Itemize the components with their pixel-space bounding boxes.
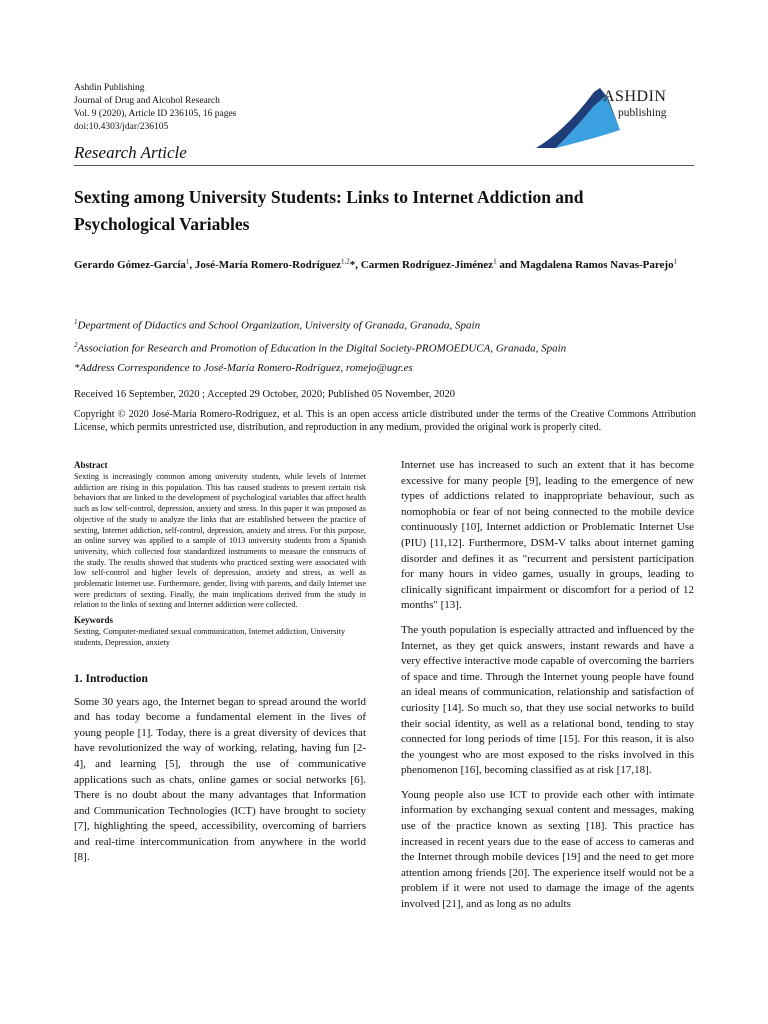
abstract-heading: Abstract [74,460,108,470]
left-column [74,460,366,875]
journal-name: Journal of Drug and Alcohol Research [74,96,220,106]
volume-info: Vol. 9 (2020), Article ID 236105, 16 pages [74,109,237,119]
body-paragraph: The youth population is especially attracted and influenced by the Internet, as they get quick answers, instant rewards and have a very effective interactive mode capable of overcoming the barriers of space and time. Through the Internet young people have found an ideal means of communication, relationship and satisfaction of curiosity [14]. So much so, that they use social networks to build their social identity, as well as a relational bond, tending to stay connected for long periods of time [15]. For this reason, it is also the youngest who are most exposed to the risks involved in this phenomenon [16], becoming classified as at risk [17,18]. [401,623,694,777]
doi: doi:10.4303/jdar/236105 [74,122,169,132]
body-paragraph: Young people also use ICT to provide each other with intimate information by exchanging sexual content and messages, making use of the practice known as sexting [18]. This practice has increased in recent years due to the ease of access to cameras and the Internet through mobile devices [19] and the need to get more attention among friends [20]. The experience itself would not be a problem if it were not used to damage the image of the agents involved [21], and as long as no adults [401,788,694,911]
journal-header [74,82,236,134]
body-paragraph: Internet use has increased to such an extent that it has become excessive for many people [9], leading to the emergence of new types of addictions related to inappropriate behaviour, such as nomophobia or fear of not being connected to the mobile device continuously [10], Internet addiction or Problematic Internet Use (PIU) [11,12]. Furthermore, DSM-V talks about internet gaming disorder and defines it as "recurrent and persistent participation for many hours in video games, usually in groups, leading to clinically significant impairment or discomfort for a period of 12 months" [13]. [401,459,694,612]
logo-subtitle: publishing [618,107,667,119]
publisher-name: Ashdin Publishing [74,83,145,93]
affiliations [74,313,694,379]
abstract-text: Sexting is increasingly common among university students, while levels of Internet addiction are rising in this population. This has caused students to present certain risk behaviors that are linked to the development of psychological variables that affect health such as low self-control, depression, anxiety and stress. In this paper it was proposed as objective of the study to analyze the links that are established between the practice of sexting, Internet addiction, self-control, depression, anxiety and stress. For this purpose, an online survey was applied to a sample of 1013 university students from a Spanish university, which collected four standardized instruments to measure the constructs of the study. The results showed that students who practiced sexting were associated with low self-control and higher levels of depression, anxiety and stress, as well as problematic Internet use. Furthermore, gender, living with parents, and daily Internet use were predictors of sexting. Finally, the main implications derived from the study in relation to the links of sexting and Internet addiction were collected. [74,472,366,610]
ashdin-logo [536,78,706,150]
copyright-notice: Copyright © 2020 José-María Romero-Rodríguez, et al. This is an open access article distributed under the terms of the Creative Commons Attribution License, which permits unrestricted use, distribution, and reproduction in any medium, provided the original work is properly cited. [74,409,696,433]
author-2: José-María Romero-Rodríguez$^{1,2}$*, [194,257,361,271]
author-4: Magdalena Ramos Navas-Parejo$^1$ [519,257,678,271]
article-type: Research Article [74,143,187,162]
author-1: Gerardo Gómez-García$^1$, [74,257,195,271]
publication-dates: Received 16 September, 2020 ; Accepted 29 October, 2020; Published 05 November, 2020 [74,389,456,400]
paper-title: Sexting among University Students: Links to Internet Addiction and Psychological Variables [74,187,584,234]
keywords-text: Sexting, Computer-mediated sexual communication, Internet addiction, University students, Depression, anxiety [74,627,346,647]
affiliation-1: $^1$Department of Didactics and School Organization, University of Granada, Granada, Spain [74,318,481,332]
author-3: Carmen Rodríguez-Jiménez$^1$ and [360,257,520,271]
correspondence: *Address Correspondence to José-María Romero-Rodríguez, romejo@ugr.es [74,362,413,375]
keywords-heading: Keywords [74,615,113,626]
author-list [74,250,694,276]
body-paragraph: Some 30 years ago, the Internet began to spread around the world and has today become a fundamental element in the lives of young people [1]. Today, there is a great diversity of devices that have revolutionized the way of working, relating, having fun [2-4], and learning [5], through the use of communicative applications such as chats, online games or social networks [6]. There is no doubt about the many advantages that Information and Communication Technologies (ICT) have brought to society [7], highlighting the speed, accessibility, overcoming of barriers and real-time intercommunication from anywhere in the world [8]. [74,695,366,864]
right-column [401,458,694,922]
header-divider [74,165,694,166]
logo-wordmark: ASHDIN [603,88,667,105]
section-heading: 1. Introduction [74,672,148,685]
affiliation-2: $^2$Association for Research and Promotion of Education in the Digital Society-PROMOEDUCA, Granada, Spain [74,341,567,355]
